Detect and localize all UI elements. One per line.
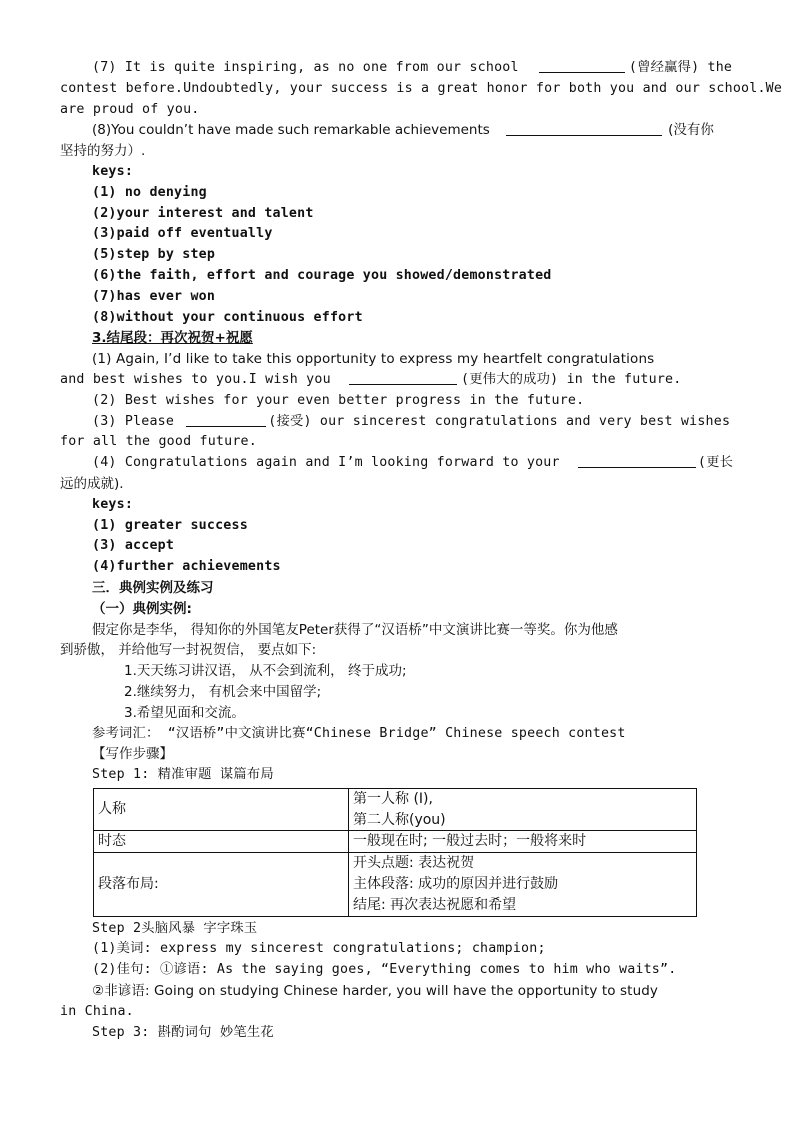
keys1-item: (8)without your continuous effort — [92, 309, 363, 325]
table-row — [94, 788, 697, 831]
step2-line3: ②非谚语: Going on studying Chinese harder, you will have the opportunity to study — [92, 983, 658, 1000]
vocab-line: 参考词汇： “汉语桥”中文演讲比赛“Chinese Bridge” Chinese speech contest — [92, 725, 626, 741]
keys2-item: (3) accept — [92, 538, 175, 554]
part3-heading: 三．典例实例及练习 — [92, 579, 214, 596]
answer-blank-e1[interactable] — [349, 370, 457, 385]
para7-line3: are proud of you. — [60, 101, 200, 117]
ending-s1-line1: (1) Again, I’d like to take this opportunity to express my heartfelt congratulations — [92, 351, 655, 368]
analysis-table-wrap — [60, 788, 733, 917]
keys1-item: (5)step by step — [92, 247, 216, 263]
table-cell-value — [349, 831, 697, 853]
keys2-item: (1) greater success — [92, 517, 248, 533]
para8-line2: 坚持的努力）. — [60, 143, 146, 160]
analysis-table — [93, 788, 697, 917]
keys2-item: (4)further achievements — [92, 559, 281, 575]
table-cell-line: 一般现在时; 一般过去时；一般将来时 — [353, 833, 587, 850]
answer-blank-e4[interactable] — [578, 453, 696, 468]
answer-blank-8[interactable] — [506, 121, 662, 136]
task-line2: 到骄傲， 并给他写一封祝贺信， 要点如下: — [60, 642, 317, 659]
step1-heading: Step 1: 精准审题 谋篇布局 — [92, 767, 274, 783]
answer-blank-7[interactable] — [539, 58, 625, 73]
para7-line2: contest before.Undoubtedly, your success is a great honor for both you and our school.We — [60, 80, 783, 96]
step2-line1: (1)美词: express my sincerest congratulations; champion; — [92, 941, 546, 957]
ending-s3-hint: (接受) our sincerest congratulations and very best wishes — [268, 413, 731, 429]
keys1-title: keys: — [92, 163, 134, 179]
answer-blank-e3[interactable] — [186, 412, 266, 427]
keys1-item: (6)the faith, effort and courage you showed/demonstrated — [92, 267, 552, 283]
table-cell-line: 第二人称(you) — [353, 811, 446, 828]
task-point: 3.希望见面和交流。 — [124, 704, 245, 721]
ending-s3-line2: for all the good future. — [60, 434, 257, 450]
ending-s4-hint: (更长 — [697, 455, 734, 471]
table-cell-value — [349, 788, 697, 831]
section3-heading: 3.结尾段：再次祝贺+祝愿 — [92, 330, 253, 347]
ending-s3-line1 — [60, 412, 733, 433]
table-cell-label: 人称 — [94, 788, 349, 831]
part3-sub-heading: （一）典例实例: — [92, 600, 192, 617]
ending-s4-line1 — [60, 453, 733, 474]
keys1-item: (1) no denying — [92, 184, 207, 200]
table-cell-line: 开头点题: 表达祝贺 — [353, 855, 475, 872]
document-page — [60, 58, 783, 1043]
steps-heading: 【写作步骤】 — [92, 746, 173, 763]
ending-s1-text: and best wishes to you.I wish you — [60, 371, 339, 387]
step2-line2: (2)佳句: ①谚语: As the saying goes, “Everything comes to him who waits”. — [92, 962, 677, 978]
para7-line1 — [60, 58, 733, 79]
table-cell-line: 主体段落: 成功的原因并进行鼓励 — [353, 876, 559, 893]
table-cell-value — [349, 853, 697, 916]
keys1-item: (7)has ever won — [92, 288, 216, 304]
table-cell-label: 时态 — [94, 831, 349, 853]
keys2-title: keys: — [92, 496, 134, 512]
ending-s4-text: (4) Congratulations again and I’m looking forward to your — [92, 455, 568, 471]
table-row — [94, 853, 697, 916]
keys1-item: (3)paid off eventually — [92, 226, 273, 242]
ending-s3-text: (3) Please — [92, 413, 183, 429]
ending-s2: (2) Best wishes for your even better progress in the future. — [92, 392, 585, 408]
step2-line4: in China. — [60, 1003, 134, 1019]
para7-text: (7) It is quite inspiring, as no one from our school — [92, 60, 527, 75]
table-cell-line: 结尾: 再次表达祝愿和希望 — [353, 896, 517, 913]
ending-s1-hint: (更伟大的成功) in the future. — [460, 371, 682, 387]
task-point: 2.继续努力， 有机会来中国留学; — [124, 683, 322, 700]
table-cell-line: 第一人称 (I), — [353, 790, 433, 807]
table-row — [94, 831, 697, 853]
ending-s1-line2 — [60, 370, 733, 391]
step2-heading: Step 2头脑风暴 字字珠玉 — [92, 920, 258, 936]
keys1-item: (2)your interest and talent — [92, 205, 314, 221]
para7-hint: (曾经赢得) the — [628, 60, 733, 75]
ending-s4-line2: 远的成就). — [60, 475, 124, 492]
para8-hint: (没有你 — [668, 122, 714, 139]
task-line1: 假定你是李华， 得知你的外国笔友Peter获得了“汉语桥”中文演讲比赛一等奖。你为他感 — [92, 621, 618, 638]
step3-heading: Step 3: 斟酌词句 妙笔生花 — [92, 1024, 274, 1040]
para8-text: (8)You couldn’t have made such remarkable achievements — [92, 122, 495, 139]
table-cell-label: 段落布局: — [94, 853, 349, 916]
para8-line1 — [60, 120, 733, 141]
task-point: 1.天天练习讲汉语， 从不会到流利， 终于成功; — [124, 663, 407, 680]
